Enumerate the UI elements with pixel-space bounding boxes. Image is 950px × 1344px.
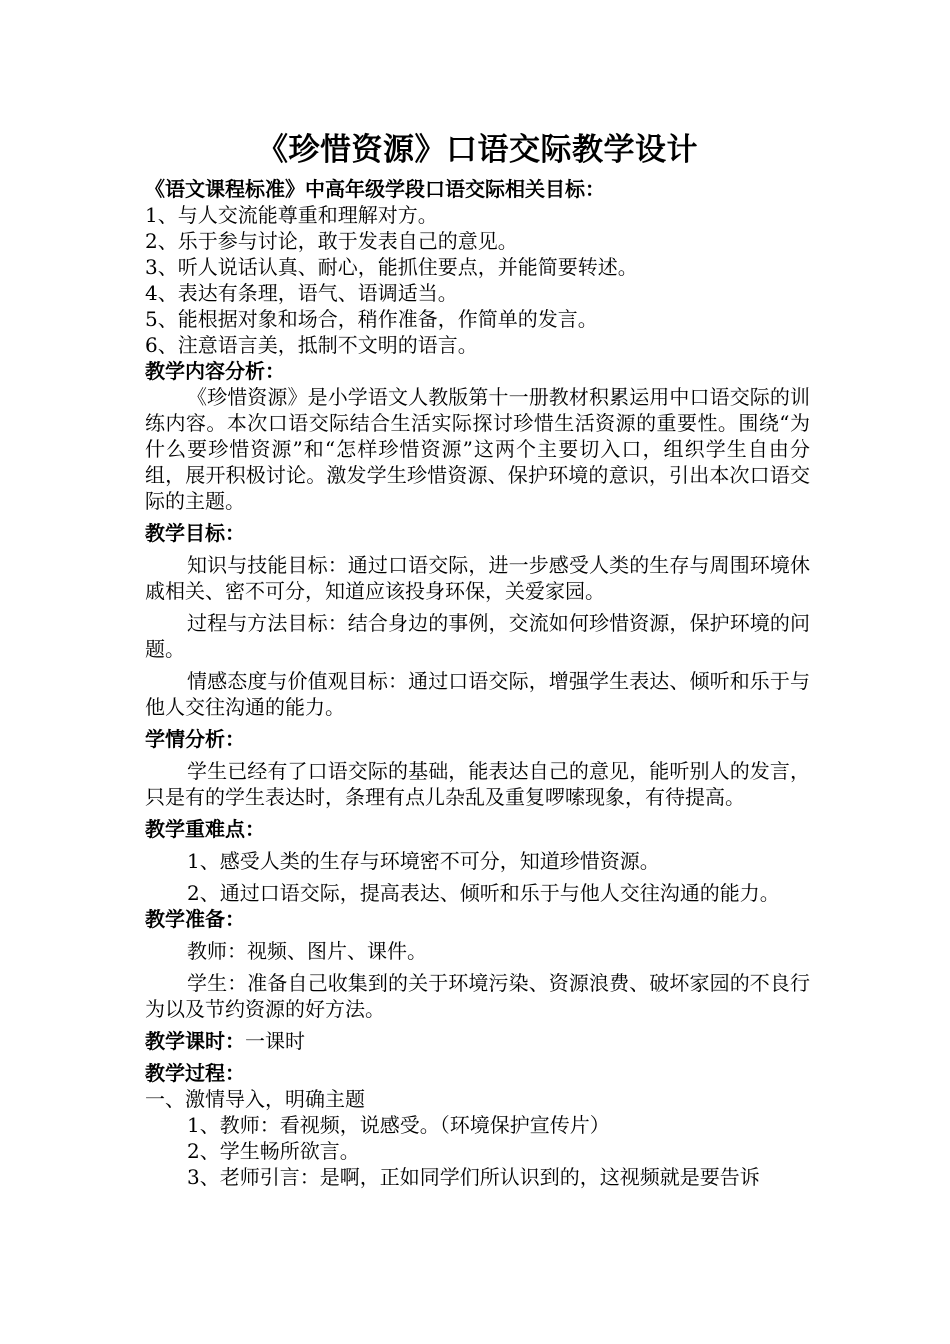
goal-emotion: 情感态度与价值观目标：通过口语交际，增强学生表达、倾听和乐于与他人交往沟通的能力。	[145, 669, 810, 719]
hours-label: 教学课时：	[145, 1029, 245, 1053]
process-step: 2、学生畅所欲言。	[187, 1139, 360, 1163]
learner-text: 学生已经有了口语交际的基础，能表达自己的意见，能听别人的发言，只是有的学生表达时，条理有点儿杂乱及重复啰嗦现象，有待提高。	[145, 759, 810, 809]
prep-teacher: 教师：视频、图片、课件。	[187, 939, 427, 963]
goals-heading: 教学目标：	[145, 521, 245, 545]
goal-process: 过程与方法目标：结合身边的事例，交流如何珍惜资源，保护环境的问题。	[145, 611, 810, 661]
process-step: 1、教师：看视频，说感受。（环境保护宣传片）	[187, 1113, 610, 1137]
process-step: 3、老师引言：是啊，正如同学们所认识到的，这视频就是要告诉	[187, 1165, 760, 1189]
list-item: 1、与人交流能尊重和理解对方。	[145, 203, 438, 227]
key-point-item: 2、通过口语交际，提高表达、倾听和乐于与他人交往沟通的能力。	[187, 881, 780, 905]
list-item: 4、表达有条理，语气、语调适当。	[145, 281, 458, 305]
prep-student: 学生：准备自己收集到的关于环境污染、资源浪费、破坏家园的不良行为以及节约资源的好方法。	[145, 971, 810, 1021]
list-item: 2、乐于参与讨论，敢于发表自己的意见。	[145, 229, 518, 253]
process-section-title: 一、激情导入，明确主题	[145, 1087, 365, 1111]
list-item: 6、注意语言美，抵制不文明的语言。	[145, 333, 478, 357]
standards-list	[145, 202, 810, 358]
hours-line	[145, 1028, 810, 1054]
standards-heading: 《语文课程标准》中高年级学段口语交际相关目标：	[145, 177, 605, 201]
key-points-heading: 教学重难点：	[145, 817, 265, 841]
content-analysis-heading: 教学内容分析：	[145, 359, 285, 383]
content-analysis-text: 《珍惜资源》是小学语文人教版第十一册教材积累运用中口语交际的训练内容。本次口语交际结合生活实际探讨珍惜生活资源的重要性。围绕“为什么要珍惜资源”和“怎样珍惜资源”这两个主要切入口，组织学生自由分组，展开积极讨论。激发学生珍惜资源、保护环境的意识，引出本次口语交际的主题。	[145, 385, 810, 513]
list-item: 5、能根据对象和场合，稍作准备，作简单的发言。	[145, 307, 598, 331]
document-page	[145, 128, 810, 1190]
learner-heading: 学情分析：	[145, 727, 245, 751]
document-title: 《珍惜资源》口语交际教学设计	[257, 132, 698, 168]
prep-heading: 教学准备：	[145, 907, 245, 931]
goal-knowledge: 知识与技能目标：通过口语交际，进一步感受人类的生存与周围环境休戚相关、密不可分，知道应该投身环保，关爱家园。	[145, 553, 810, 603]
hours-value: 一课时	[245, 1029, 305, 1053]
key-point-item: 1、感受人类的生存与环境密不可分，知道珍惜资源。	[187, 849, 660, 873]
list-item: 3、听人说话认真、耐心，能抓住要点，并能简要转述。	[145, 255, 638, 279]
process-heading: 教学过程：	[145, 1061, 245, 1085]
